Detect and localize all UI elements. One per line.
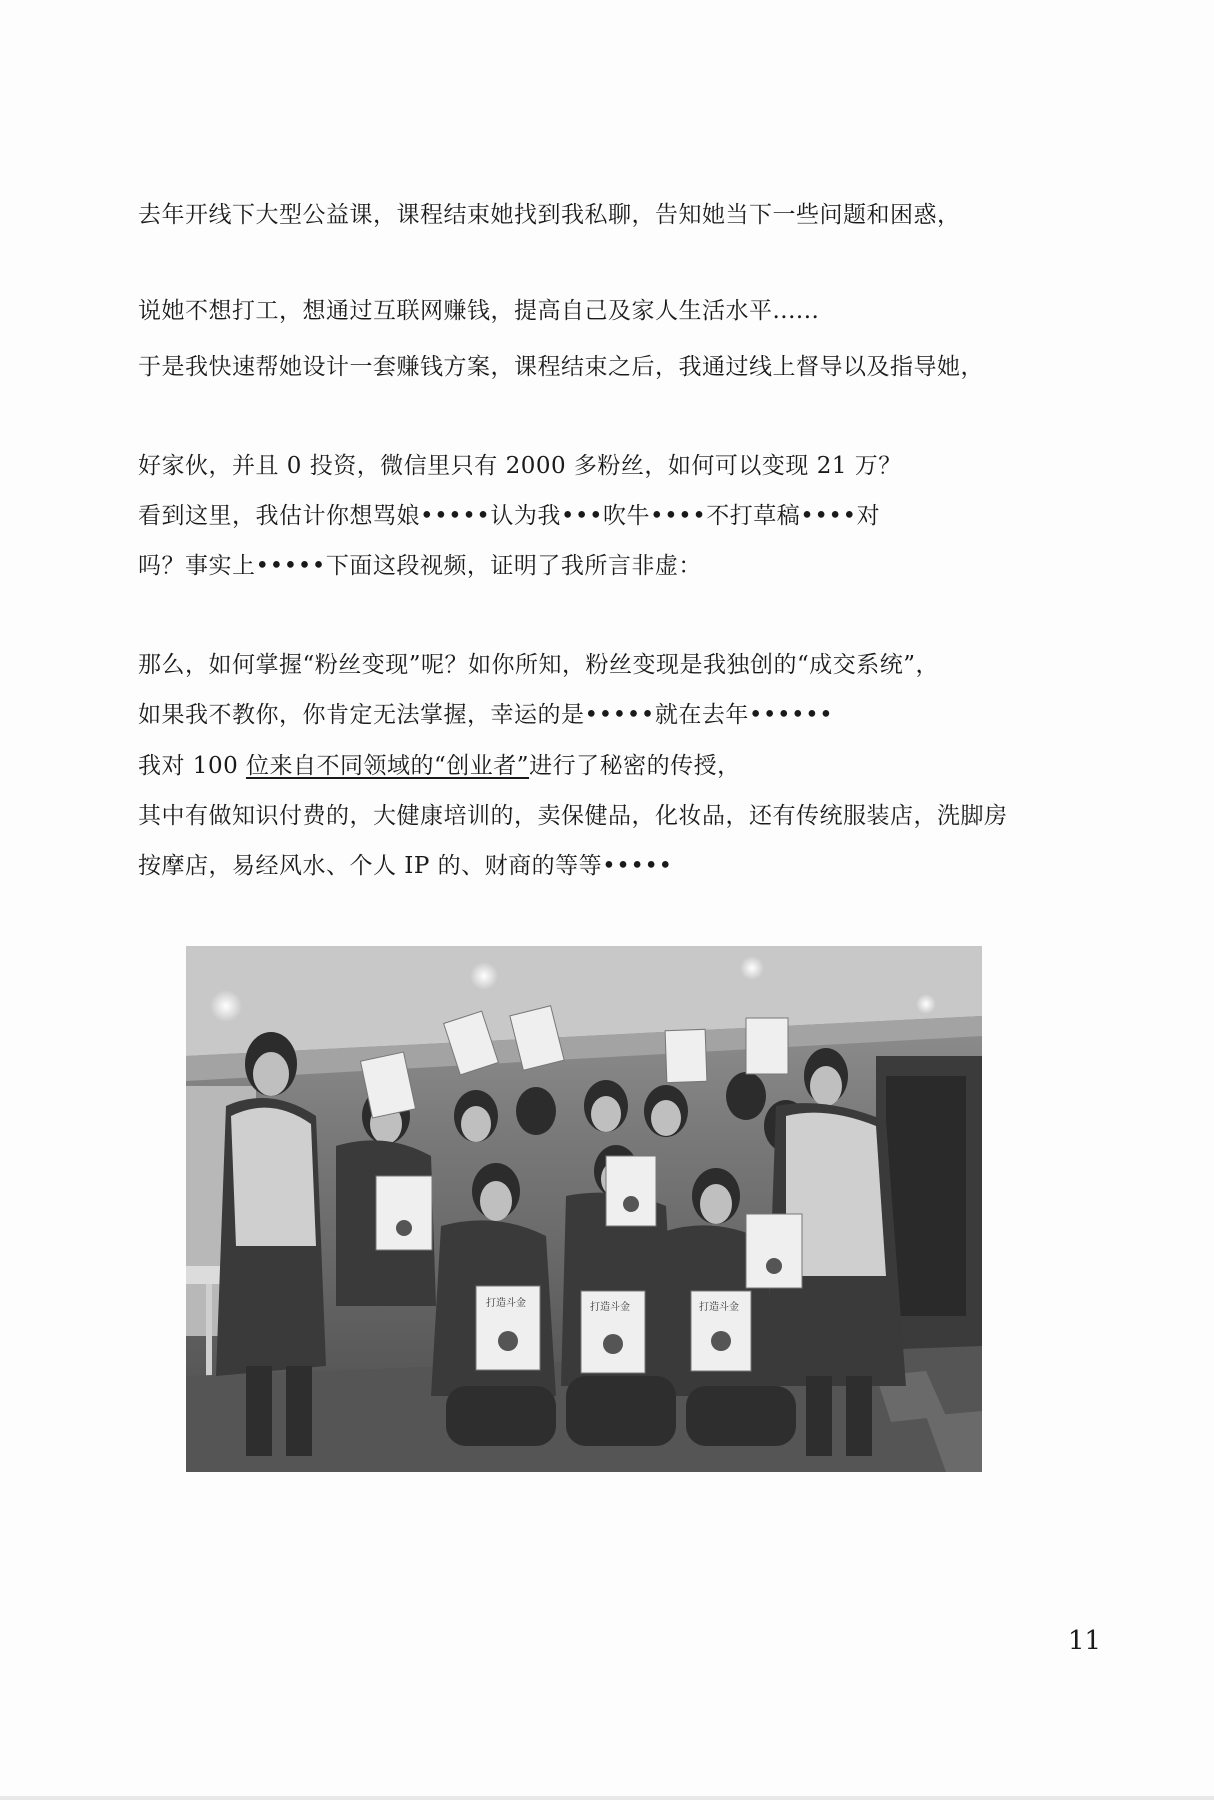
paragraph-line-11: 按摩店，易经风水、个人 IP 的、财商的等等••••• xyxy=(138,853,673,879)
paragraph-line-5: 看到这里，我估计你想骂娘•••••认为我•••吹牛••••不打草稿••••对 xyxy=(138,503,881,529)
group-photo-icon xyxy=(186,946,982,1472)
line-9-suffix: 进行了秘密的传授， xyxy=(529,753,741,779)
page-number: 11 xyxy=(1068,1626,1102,1656)
paragraph-line-10: 其中有做知识付费的，大健康培训的，卖保健品，化妆品，还有传统服装店，洗脚房 xyxy=(138,803,1008,829)
paragraph-line-2: 说她不想打工，想通过互联网赚钱，提高自己及家人生活水平...... xyxy=(138,298,820,324)
group-photo xyxy=(186,946,982,1472)
book-title-text-3: 打造斗金 xyxy=(699,1302,739,1313)
paragraph-line-8: 如果我不教你，你肯定无法掌握，幸运的是•••••就在去年•••••• xyxy=(138,702,834,728)
book-title-text: 打造斗金 xyxy=(486,1298,526,1309)
paragraph-line-3: 于是我快速帮她设计一套赚钱方案，课程结束之后，我通过线上督导以及指导她， xyxy=(138,354,984,380)
paragraph-line-4: 好家伙，并且 0 投资，微信里只有 2000 多粉丝，如何可以变现 21 万？ xyxy=(138,453,902,479)
line-9-prefix: 我对 100 xyxy=(138,753,247,779)
paragraph-line-7: 那么，如何掌握“粉丝变现”呢？如你所知，粉丝变现是我独创的“成交系统”， xyxy=(138,652,940,678)
scan-edge xyxy=(0,1796,1214,1800)
underlined-phrase: 位来自不同领域的“创业者” xyxy=(246,753,530,779)
paragraph-line-6: 吗？事实上•••••下面这段视频，证明了我所言非虚： xyxy=(138,553,702,579)
paragraph-line-9 xyxy=(138,751,741,781)
paragraph-line-1: 去年开线下大型公益课，课程结束她找到我私聊，告知她当下一些问题和困惑， xyxy=(138,202,961,228)
book-title-text-2: 打造斗金 xyxy=(590,1302,630,1313)
